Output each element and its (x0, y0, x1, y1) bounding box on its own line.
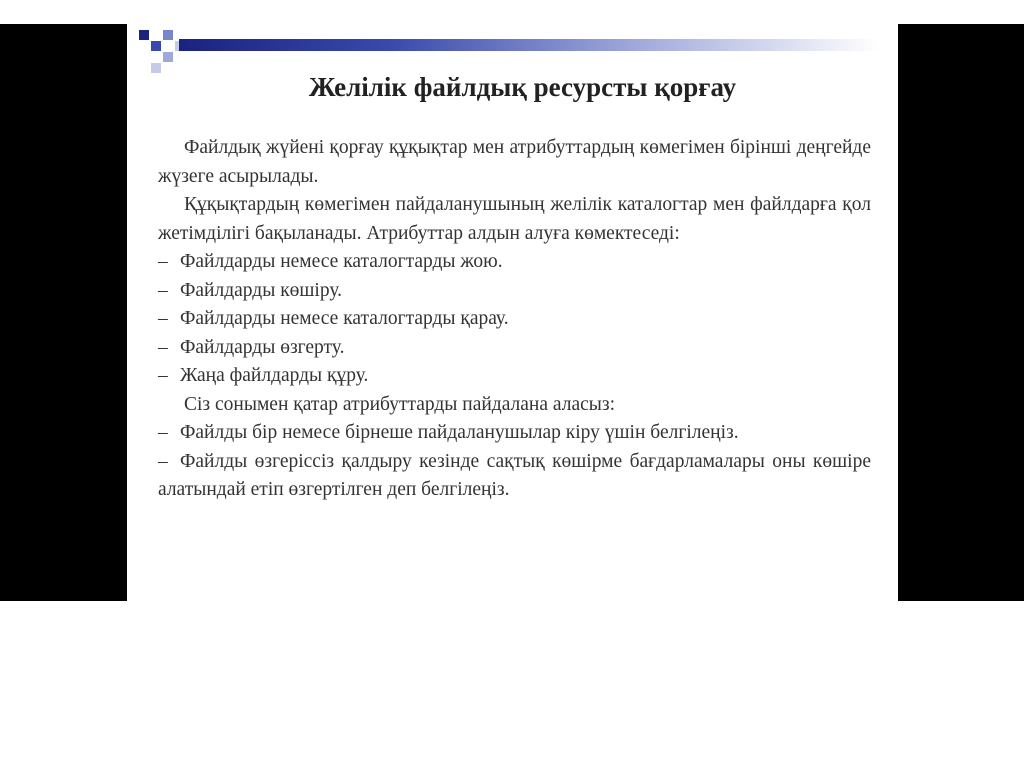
list-item (158, 248, 871, 277)
paragraph-3: Сіз сонымен қатар атрибуттарды пайдалана аласыз: (184, 393, 615, 415)
paragraph-2: Құқықтардың көмегімен пайдаланушының желілік каталогтар мен файлдарға қол жетімділігі бақыланады. Атрибуттар алдын алуға көмектеседі: (158, 194, 871, 244)
list-item (158, 334, 871, 363)
list-item (158, 419, 871, 448)
list-item-text: Файлдарды немесе каталогтарды қарау. (180, 308, 509, 329)
list-item-text: Файлды бір немесе бірнеше пайдаланушылар кіру үшін белгілеңіз. (180, 422, 739, 443)
slide (127, 24, 898, 601)
list-item-text: Файлды өзгеріссіз қалдыру кезінде сақтық көшірме бағдарламалары оны көшіре алатындай етіп өзгертілген деп белгілеңіз. (158, 450, 871, 500)
dash: – (158, 336, 168, 358)
list-item-text: Файлдарды өзгерту. (180, 336, 345, 358)
dash: – (158, 422, 168, 443)
list-item (158, 277, 871, 306)
list-item (158, 305, 871, 334)
decor-square-icon (139, 30, 149, 40)
dash: – (158, 251, 168, 272)
list-item-text: Файлдарды немесе каталогтарды жою. (180, 251, 503, 272)
header-bar (179, 39, 879, 51)
decor-square-icon (151, 41, 161, 51)
dash: – (158, 450, 168, 472)
list-item (158, 362, 871, 391)
dash: – (158, 308, 168, 329)
paragraph-1: Файлдық жүйені қорғау құқықтар мен атрибуттардың көмегімен бірінші деңгейде жүзеге асырылады. (158, 137, 871, 187)
decor-square-icon (163, 30, 173, 40)
dash: – (158, 279, 168, 301)
slide-body (158, 134, 871, 505)
list-item-text: Файлдарды көшіру. (180, 279, 343, 301)
decor-square-icon (163, 52, 173, 62)
list-item (158, 448, 871, 505)
list-item-text: Жаңа файлдарды құру. (180, 365, 369, 386)
dash: – (158, 365, 168, 386)
slide-title: Желілік файлдық ресурсты қорғау (308, 72, 737, 102)
